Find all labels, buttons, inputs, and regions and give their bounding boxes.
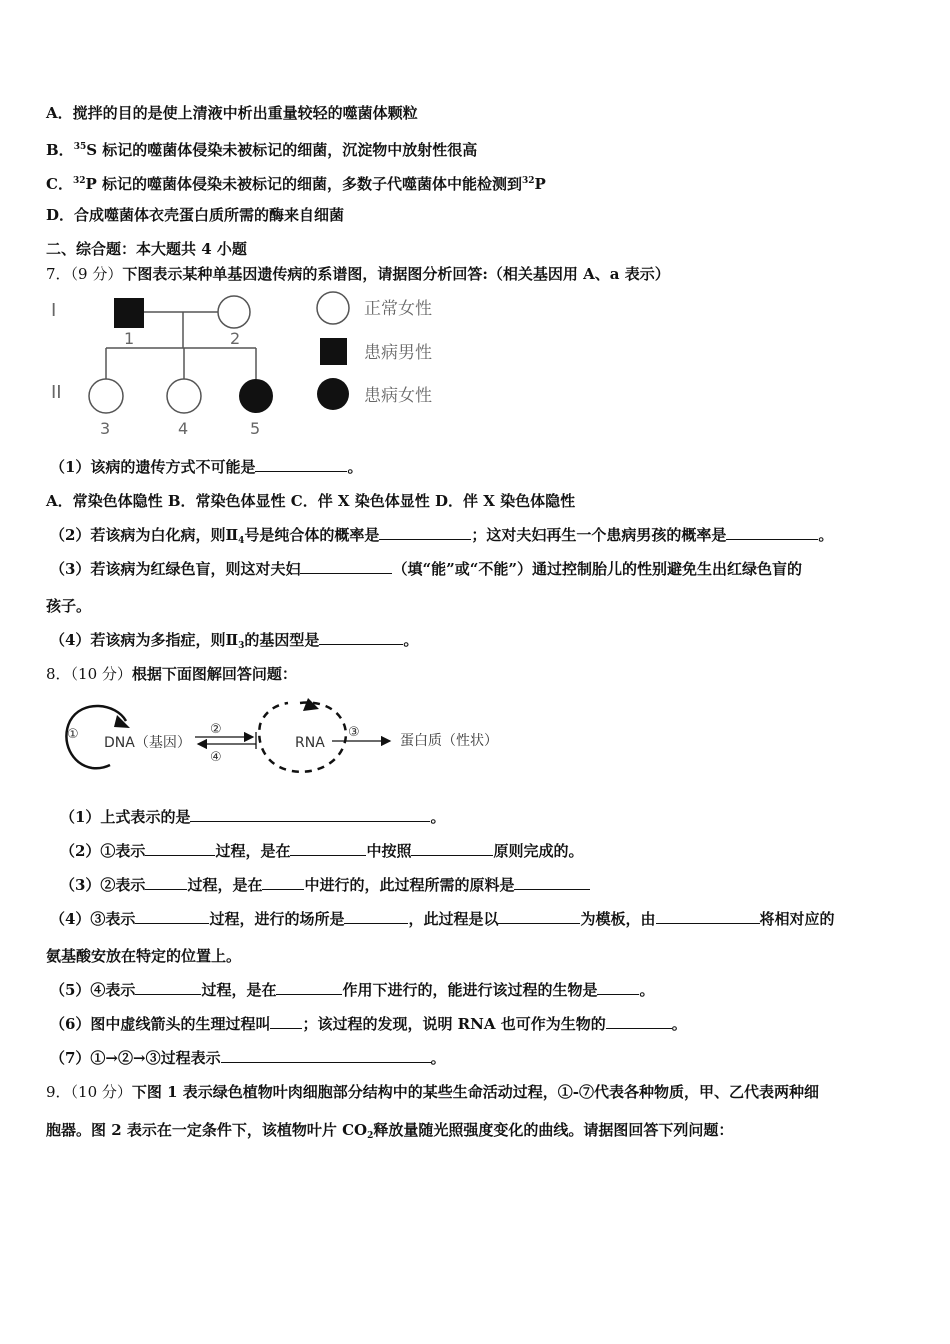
answer-blank[interactable] <box>726 525 818 540</box>
individual-number-1: 1 <box>124 329 135 348</box>
q8-number: 8． <box>46 665 71 683</box>
q8-score: （10 分） <box>70 665 132 683</box>
individual-number-3: 3 <box>100 419 111 438</box>
q7-part2-subscript: 4 <box>238 536 245 546</box>
q8-part5-text-c: 作用下进行的，能进行该过程的生物是 <box>342 981 598 999</box>
option-b-isotope: 35 <box>73 142 87 152</box>
q7-score: （9 分） <box>70 265 123 283</box>
q8-part4 <box>50 909 835 929</box>
answer-blank[interactable] <box>344 909 408 924</box>
q7-part4 <box>50 630 418 656</box>
answer-blank[interactable] <box>276 980 342 995</box>
answer-blank[interactable] <box>514 875 590 890</box>
answer-blank[interactable] <box>656 909 760 924</box>
section-heading: 二、综合题：本大题共 4 小题 <box>46 240 247 258</box>
q8-part4-cont: 氨基酸安放在特定的位置上。 <box>46 947 242 965</box>
option-a: A．搅拌的目的是使上清液中析出重量较轻的噬菌体颗粒 <box>46 104 418 122</box>
answer-blank[interactable] <box>255 457 347 472</box>
legend-normal-female-symbol <box>317 292 349 324</box>
answer-blank[interactable] <box>135 909 209 924</box>
q9-score: （10 分） <box>70 1083 132 1101</box>
individual-number-4: 4 <box>178 419 189 438</box>
option-c-text: P 标记的噬菌体侵染未被标记的细菌，多数子代噬菌体中能检测到 <box>85 175 522 193</box>
q8-part7 <box>50 1048 446 1068</box>
label-circle-1: ① <box>67 727 79 742</box>
label-circle-4: ④ <box>210 750 222 765</box>
legend-normal-female: 正常女性 <box>364 299 432 319</box>
q7-part1 <box>50 457 362 477</box>
q7-part3-text-b: （填“能”或“不能”）通过控制胎儿的性别避免生出红绿色盲的 <box>392 560 802 578</box>
option-d: D．合成噬菌体衣壳蛋白质所需的酶来自细菌 <box>46 206 345 224</box>
answer-blank[interactable] <box>290 841 366 856</box>
answer-blank[interactable] <box>379 525 471 540</box>
q7-part2-text-b: 号是纯合体的概率是 <box>244 526 380 544</box>
q9-stem <box>46 1082 819 1102</box>
q8-part5-text-a: （5）④表示 <box>50 981 136 999</box>
label-circle-2: ② <box>210 722 222 737</box>
normal-female-4 <box>167 379 201 413</box>
answer-blank[interactable] <box>498 909 580 924</box>
affected-female-5 <box>239 379 273 413</box>
answer-blank[interactable] <box>319 630 403 645</box>
q8-part2 <box>60 841 584 861</box>
generation-label-2: II <box>51 382 62 403</box>
individual-number-5: 5 <box>250 419 261 438</box>
dna-label: DNA（基因） <box>104 735 191 751</box>
answer-blank[interactable] <box>262 875 304 890</box>
q8-part4-text-e: 将相对应的 <box>759 910 835 928</box>
q8-part7-text-a: （7）①→②→③过程表示 <box>50 1049 221 1067</box>
q8-part5-end: 。 <box>639 981 655 999</box>
q8-part3 <box>60 875 590 895</box>
q9-stem-cont-text-b: 释放量随光照强度变化的曲线。请据图回答下列问题： <box>373 1121 734 1139</box>
q7-part3-cont: 孩子。 <box>46 597 92 615</box>
q7-part4-end: 。 <box>403 631 419 649</box>
q7-options: A．常染色体隐性 B．常染色体显性 C．伴 X 染色体显性 D．伴 X 染色体隐性 <box>46 492 576 510</box>
answer-blank[interactable] <box>135 980 201 995</box>
q8-stem-text: 根据下面图解回答问题： <box>131 665 297 683</box>
legend-affected-female-symbol <box>317 378 349 410</box>
q8-part3-text-b: 过程，是在 <box>187 876 263 894</box>
q8-part5 <box>50 980 655 1000</box>
q8-part3-text-c: 中进行的，此过程所需的原料是 <box>304 876 515 894</box>
q8-part5-text-b: 过程，是在 <box>201 981 277 999</box>
q8-part4-text-d: 为模板，由 <box>580 910 656 928</box>
q7-part4-text-b: 的基因型是 <box>244 631 320 649</box>
rna-label: RNA <box>295 735 325 751</box>
q7-stem <box>46 264 670 284</box>
answer-blank[interactable] <box>145 875 187 890</box>
q7-part2-end: 。 <box>818 526 834 544</box>
q7-part1-end: 。 <box>347 458 363 476</box>
option-b <box>46 137 477 160</box>
q8-part2-text-b: 过程，是在 <box>215 842 291 860</box>
option-c-end: P <box>534 175 546 193</box>
q8-part7-end: 。 <box>430 1049 446 1067</box>
label-circle-3: ③ <box>348 725 360 740</box>
pedigree-chart <box>46 290 466 440</box>
q8-stem <box>46 664 297 684</box>
q7-part3 <box>50 559 802 579</box>
q7-number: 7． <box>46 265 71 283</box>
q9-number: 9． <box>46 1083 71 1101</box>
q8-part6-text-b: ；该过程的发现，说明 RNA 也可作为生物的 <box>302 1015 606 1033</box>
q8-part4-text-c: ，此过程是以 <box>408 910 499 928</box>
answer-blank[interactable] <box>597 980 639 995</box>
q8-part1 <box>60 807 445 827</box>
normal-female-3 <box>89 379 123 413</box>
option-c-isotope: 32 <box>72 176 86 186</box>
q9-stem-cont <box>46 1120 733 1146</box>
q8-part2-text-d: 原则完成的。 <box>493 842 584 860</box>
q7-part1-text: （1）该病的遗传方式不可能是 <box>50 458 256 476</box>
affected-male-1 <box>114 298 144 328</box>
legend-affected-male-symbol <box>320 338 347 365</box>
answer-blank[interactable] <box>411 841 493 856</box>
q8-part4-text-b: 过程，进行的场所是 <box>209 910 345 928</box>
q7-part2 <box>50 525 833 551</box>
q8-part2-text-a: （2）①表示 <box>60 842 146 860</box>
q8-part6 <box>50 1014 687 1034</box>
q8-part1-text: （1）上式表示的是 <box>60 808 191 826</box>
q9-stem-text: 下图 1 表示绿色植物叶肉细胞部分结构中的某些生命活动过程，①-⑦代表各种物质，甲、乙代表两种细 <box>131 1083 820 1101</box>
individual-number-2: 2 <box>230 329 241 348</box>
q8-part3-text-a: （3）②表示 <box>60 876 146 894</box>
answer-blank[interactable] <box>145 841 215 856</box>
option-c-prefix: C． <box>46 175 73 193</box>
protein-label: 蛋白质（性状） <box>400 733 498 749</box>
q8-part4-text-a: （4）③表示 <box>50 910 136 928</box>
q9-stem-cont-text-a: 胞器。图 2 表示在一定条件下，该植物叶片 CO <box>46 1121 368 1139</box>
legend-affected-male: 患病男性 <box>364 343 432 363</box>
q7-stem-text: 下图表示某种单基因遗传病的系谱图，请据图分析回答:（相关基因用 A、a 表示） <box>122 265 670 283</box>
q8-part6-end: 。 <box>671 1015 687 1033</box>
answer-blank[interactable] <box>606 1014 672 1029</box>
normal-female-2 <box>218 296 250 328</box>
answer-blank[interactable] <box>190 807 430 822</box>
answer-blank[interactable] <box>270 1014 302 1029</box>
answer-blank[interactable] <box>221 1048 431 1063</box>
option-c-isotope-2: 32 <box>522 176 535 186</box>
q7-part2-text-c: ；这对夫妇再生一个患病男孩的概率是 <box>471 526 727 544</box>
q8-part1-end: 。 <box>430 808 446 826</box>
q8-part2-text-c: 中按照 <box>366 842 412 860</box>
q7-part4-text-a: （4）若该病为多指症，则Ⅱ <box>50 631 239 649</box>
option-c <box>46 171 546 194</box>
option-b-prefix: B． <box>46 141 74 159</box>
legend-affected-female: 患病女性 <box>364 386 432 406</box>
generation-label-1: I <box>51 300 57 321</box>
q7-part3-text-a: （3）若该病为红绿色盲，则这对夫妇 <box>50 560 301 578</box>
option-b-text: S 标记的噬菌体侵染未被标记的细菌，沉淀物中放射性很高 <box>86 141 478 159</box>
q9-stem-subscript: 2 <box>367 1131 374 1141</box>
central-dogma-diagram <box>60 695 520 780</box>
q8-part6-text-a: （6）图中虚线箭头的生理过程叫 <box>50 1015 271 1033</box>
q7-part2-text-a: （2）若该病为白化病，则Ⅱ <box>50 526 239 544</box>
q7-part4-subscript: 3 <box>238 641 245 651</box>
answer-blank[interactable] <box>300 559 392 574</box>
